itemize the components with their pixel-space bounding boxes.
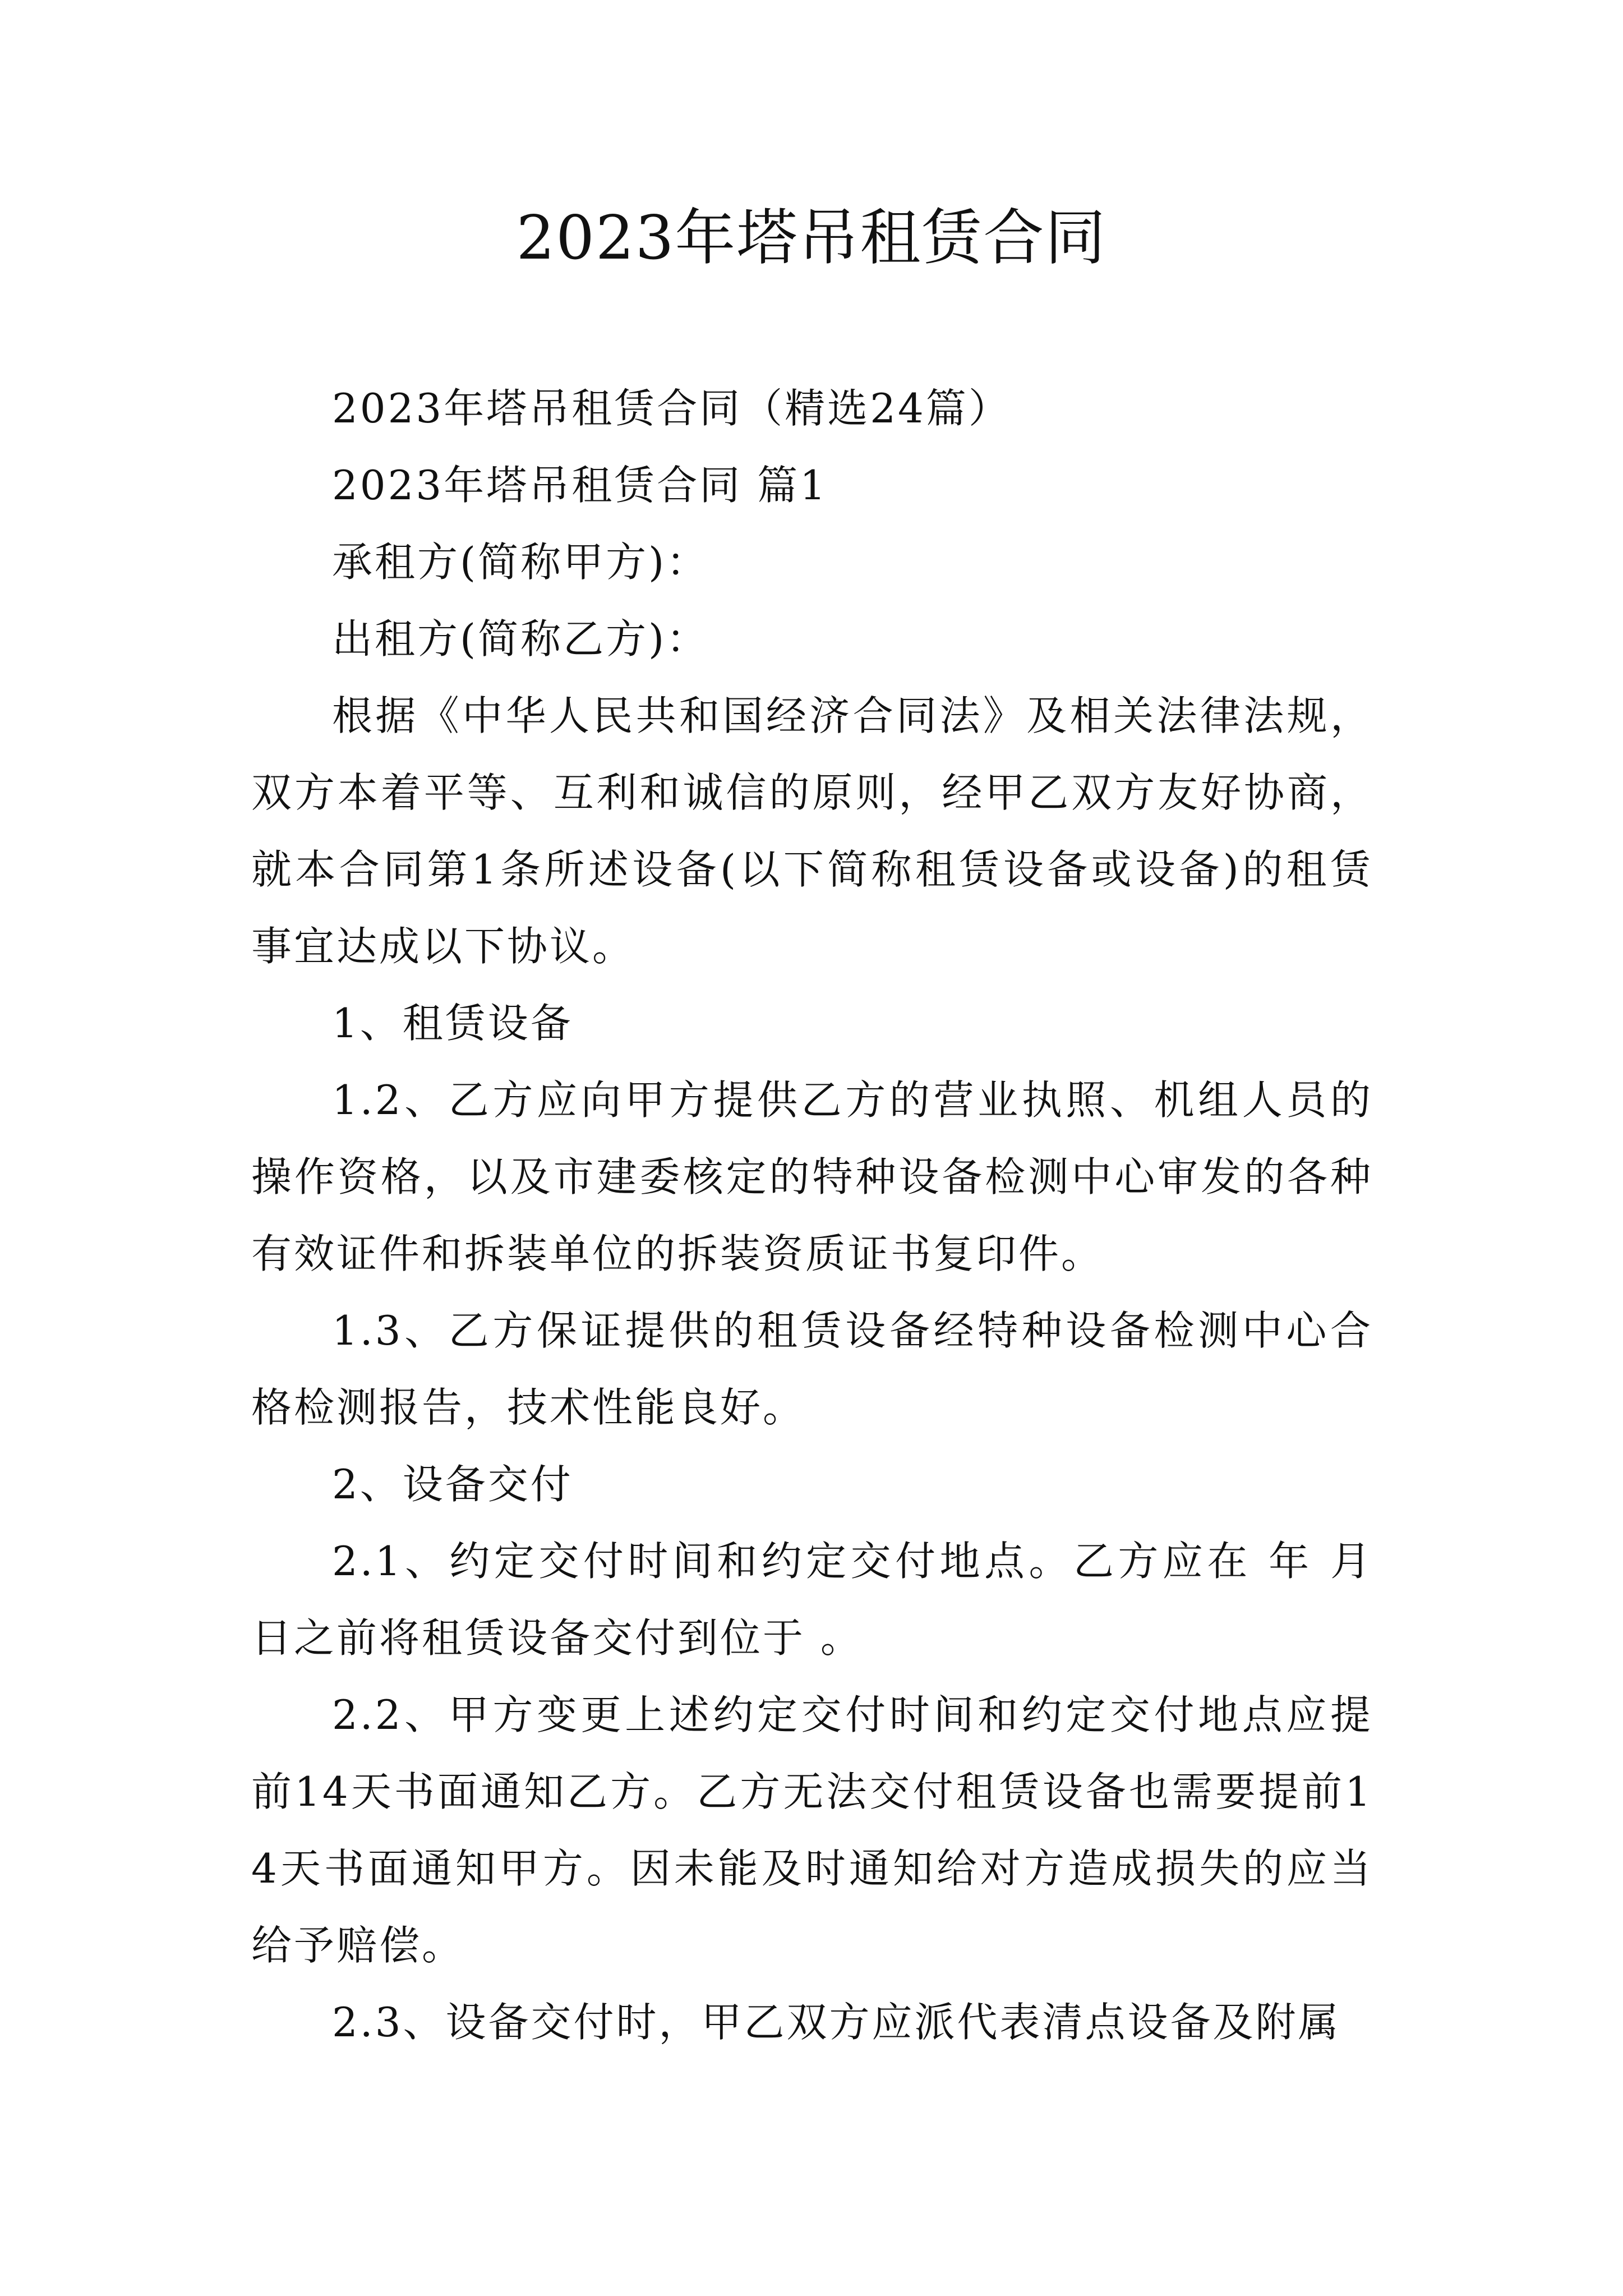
paragraph-lessee: 承租方(简称甲方)： bbox=[332, 539, 709, 586]
paragraph-lessor: 出租方(简称乙方)： bbox=[332, 615, 709, 662]
paragraph-clause-2-1: 2.1、约定交付时间和约定交付地点。乙方应在 年 月 日之前将租赁设备交付到位于 。 bbox=[251, 1538, 1373, 1662]
paragraph-section-heading: 2023年塔吊租赁合同 篇1 bbox=[332, 462, 828, 509]
paragraph-clause-1-3: 1.3、乙方保证提供的租赁设备经特种设备检测中心合格检测报告，技术性能良好。 bbox=[251, 1307, 1373, 1431]
paragraph-clause-2-3: 2.3、设备交付时，甲乙双方应派代表清点设备及附属 bbox=[332, 1999, 1341, 2046]
paragraph-clause-2-2: 2.2、甲方变更上述约定交付时间和约定交付地点应提前14天书面通知乙方。乙方无法交付租赁设备也需要提前14天书面通知甲方。因未能及时通知给对方造成损失的应当给予赔偿。 bbox=[251, 1691, 1373, 1969]
document-title: 2023年塔吊租赁合同 bbox=[516, 203, 1107, 273]
paragraph-preamble: 根据《中华人民共和国经济合同法》及相关法律法规，双方本着平等、互利和诚信的原则，经甲乙双方友好协商，就本合同第1条所述设备(以下简称租赁设备或设备)的租赁事宜达成以下协议。 bbox=[251, 692, 1373, 970]
paragraph-clause-2: 2、设备交付 bbox=[332, 1461, 573, 1508]
paragraph-clause-1: 1、租赁设备 bbox=[332, 1000, 573, 1047]
paragraph-clause-1-2: 1.2、乙方应向甲方提供乙方的营业执照、机组人员的操作资格，以及市建委核定的特种设备检测中心审发的各种有效证件和拆装单位的拆装资质证书复印件。 bbox=[251, 1076, 1373, 1277]
paragraph-subtitle: 2023年塔吊租赁合同（精选24篇） bbox=[332, 385, 1011, 432]
document-body bbox=[251, 370, 1373, 2061]
